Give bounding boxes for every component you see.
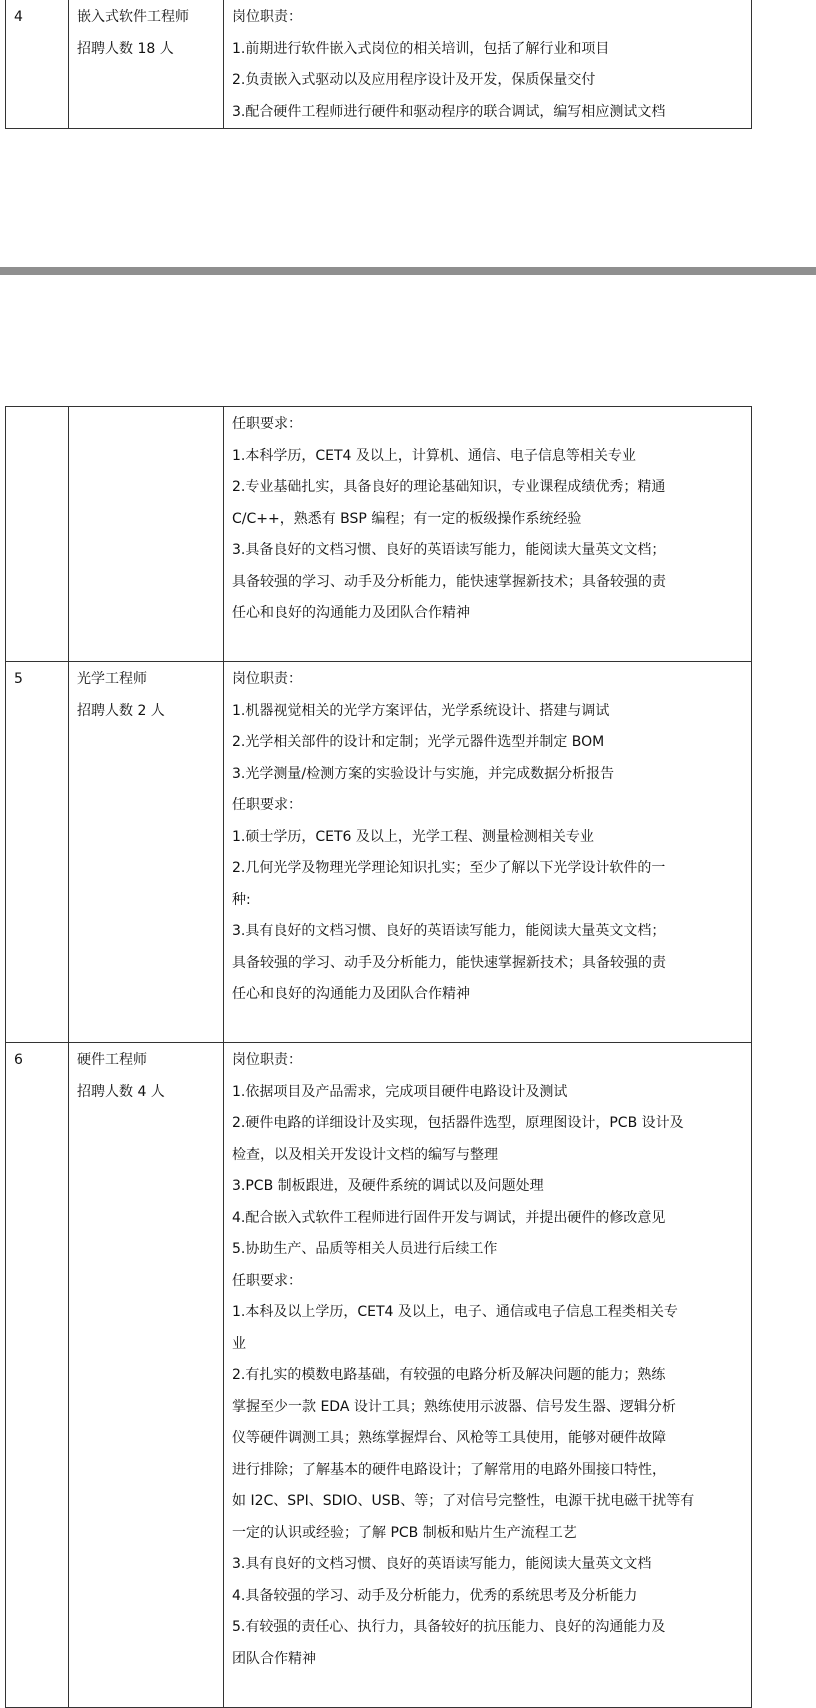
job-description-line: 5.有较强的责任心、执行力，具备较好的抗压能力、良好的沟通能力及 xyxy=(232,1619,666,1635)
job-description-line: 2.专业基础扎实，具备良好的理论基础知识，专业课程成绩优秀；精通 xyxy=(232,479,666,495)
job-description-line: 1.机器视觉相关的光学方案评估，光学系统设计、搭建与调试 xyxy=(232,702,610,719)
job-description-line: 进行排除；了解基本的硬件电路设计；了解常用的电路外围接口特性， xyxy=(232,1461,666,1478)
job-description-line: 岗位职责： xyxy=(232,671,302,687)
job-description-line: C/C++，熟悉有 BSP 编程；有一定的板级操作系统经验 xyxy=(232,510,582,527)
job-table-page-2 xyxy=(5,406,752,1708)
job-headcount: 招聘人数 18 人 xyxy=(77,40,174,57)
job-description-line: 3.具有良好的文档习惯、良好的英语读写能力，能阅读大量英文文档 xyxy=(232,1556,652,1572)
job-description-line: 检查，以及相关开发设计文档的编写与整理 xyxy=(232,1146,498,1163)
page-break-band xyxy=(0,267,816,275)
job-description-cell xyxy=(224,407,752,662)
job-description-line: 2.光学相关部件的设计和定制；光学元器件选型并制定 BOM xyxy=(232,734,605,750)
job-description-line: 业 xyxy=(232,1335,246,1352)
job-description-line: 仪等硬件调测工具；熟练掌握焊台、风枪等工具使用，能够对硬件故障 xyxy=(232,1430,666,1446)
job-description-line: 具备较强的学习、动手及分析能力，能快速掌握新技术；具备较强的责 xyxy=(232,954,666,971)
job-description-line: 任心和良好的沟通能力及团队合作精神 xyxy=(232,605,470,621)
job-description-cell xyxy=(224,662,752,1043)
job-headcount: 招聘人数 2 人 xyxy=(77,702,165,719)
job-description-line: 岗位职责： xyxy=(232,1052,302,1068)
job-position-cell xyxy=(69,1043,224,1708)
job-description-line: 团队合作精神 xyxy=(232,1650,316,1667)
job-number-cell xyxy=(6,0,69,129)
job-number-cell xyxy=(6,407,69,662)
job-description-line: 1.硕士学历，CET6 及以上，光学工程、测量检测相关专业 xyxy=(232,828,594,845)
job-description-cell xyxy=(224,1043,752,1708)
job-number: 6 xyxy=(14,1052,23,1068)
job-description-line: 3.具有良好的文档习惯、良好的英语读写能力，能阅读大量英文文档； xyxy=(232,923,666,939)
job-description-cell xyxy=(224,0,752,129)
job-description-line: 1.本科学历，CET4 及以上，计算机、通信、电子信息等相关专业 xyxy=(232,447,636,464)
job-description-line: 2.硬件电路的详细设计及实现，包括器件选型，原理图设计，PCB 设计及 xyxy=(232,1115,684,1131)
job-description-line: 1.本科及以上学历，CET4 及以上，电子、通信或电子信息工程类相关专 xyxy=(232,1304,678,1320)
job-description-line: 任职要求： xyxy=(232,797,302,813)
job-description-line: 1.前期进行软件嵌入式岗位的相关培训，包括了解行业和项目 xyxy=(232,40,610,57)
job-description-line: 如 I2C、SPI、SDIO、USB、等；了对信号完整性，电源干扰电磁干扰等有 xyxy=(232,1493,695,1509)
job-number: 4 xyxy=(14,9,23,25)
job-number: 5 xyxy=(14,671,23,687)
job-description-line: 4.具备较强的学习、动手及分析能力，优秀的系统思考及分析能力 xyxy=(232,1587,638,1604)
cell-bottom-space xyxy=(232,1011,745,1043)
job-row xyxy=(6,662,752,1043)
job-position-cell xyxy=(69,0,224,129)
job-row xyxy=(6,1043,752,1708)
job-description-line: 掌握至少一款 EDA 设计工具；熟练使用示波器、信号发生器、逻辑分析 xyxy=(232,1398,676,1415)
job-title: 光学工程师 xyxy=(77,671,147,687)
job-title: 嵌入式软件工程师 xyxy=(77,9,189,25)
cell-bottom-space xyxy=(232,1675,745,1707)
job-description-line: 4.配合嵌入式软件工程师进行固件开发与调试，并提出硬件的修改意见 xyxy=(232,1209,666,1226)
job-description-line: 3.PCB 制板跟进，及硬件系统的调试以及问题处理 xyxy=(232,1178,544,1194)
job-description-line: 任职要求： xyxy=(232,1272,302,1289)
job-description-line: 3.光学测量/检测方案的实验设计与实施，并完成数据分析报告 xyxy=(232,765,615,782)
job-description-line: 2.有扎实的模数电路基础，有较强的电路分析及解决问题的能力；熟练 xyxy=(232,1367,666,1383)
job-table-page-1 xyxy=(5,0,752,129)
job-number-cell xyxy=(6,1043,69,1708)
job-description-line: 一定的认识或经验；了解 PCB 制板和贴片生产流程工艺 xyxy=(232,1524,577,1541)
job-description-line: 岗位职责： xyxy=(232,9,302,25)
job-table-page-2-body xyxy=(6,407,752,1708)
job-headcount: 招聘人数 4 人 xyxy=(77,1083,165,1100)
job-description-line: 2.负责嵌入式驱动以及应用程序设计及开发，保质保量交付 xyxy=(232,72,596,88)
job-description-line: 任职要求： xyxy=(232,416,302,432)
job-description-line: 3.配合硬件工程师进行硬件和驱动程序的联合调试，编写相应测试文档 xyxy=(232,103,666,120)
job-number-cell xyxy=(6,662,69,1043)
job-position-cell xyxy=(69,662,224,1043)
job-description-line: 2.几何光学及物理光学理论知识扎实；至少了解以下光学设计软件的一 xyxy=(232,860,666,876)
job-row xyxy=(6,0,752,129)
job-position-cell xyxy=(69,407,224,662)
job-description-line: 3.具备良好的文档习惯、良好的英语读写能力，能阅读大量英文文档； xyxy=(232,542,666,558)
job-description-line: 具备较强的学习、动手及分析能力，能快速掌握新技术；具备较强的责 xyxy=(232,573,666,590)
job-description-line: 任心和良好的沟通能力及团队合作精神 xyxy=(232,986,470,1002)
cell-bottom-space xyxy=(232,630,745,662)
job-description-line: 1.依据项目及产品需求，完成项目硬件电路设计及测试 xyxy=(232,1083,568,1100)
job-title: 硬件工程师 xyxy=(77,1052,147,1068)
job-description-line: 种: xyxy=(232,891,251,908)
job-description-line: 5.协助生产、品质等相关人员进行后续工作 xyxy=(232,1241,498,1257)
job-row xyxy=(6,407,752,662)
job-table-page-1-body xyxy=(6,0,752,129)
